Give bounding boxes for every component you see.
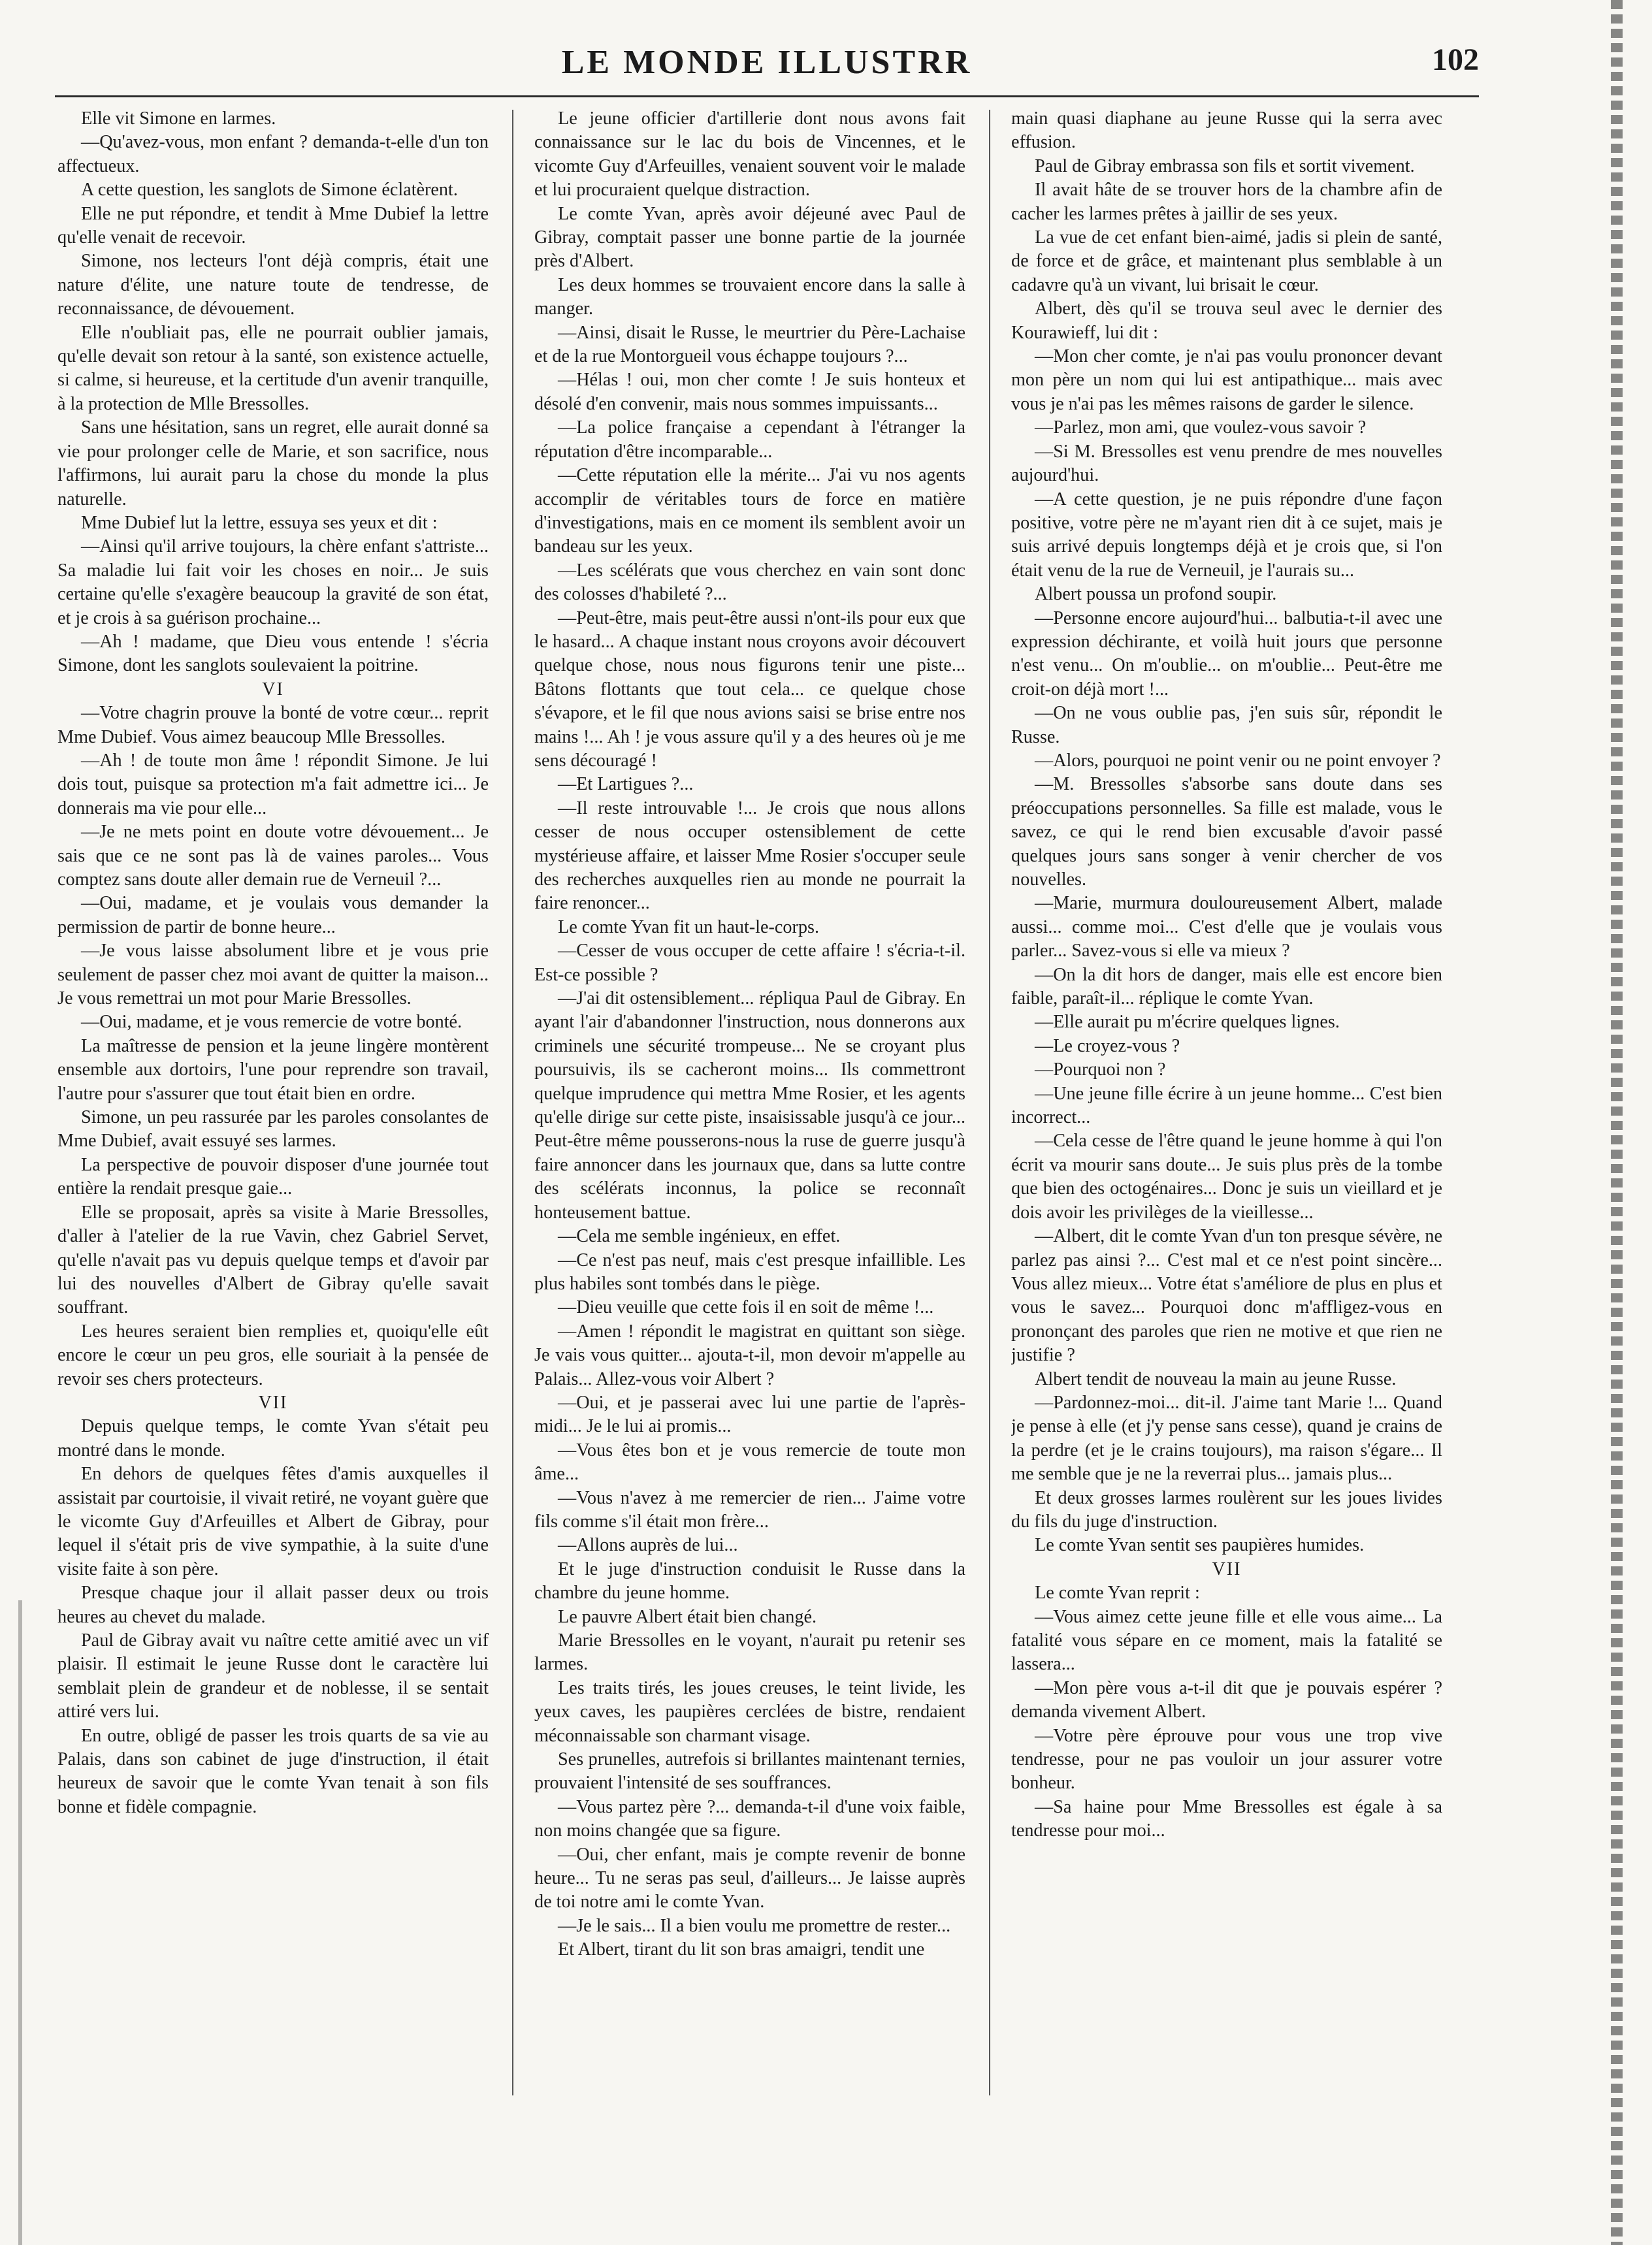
paragraph: —Votre père éprouve pour vous une trop vive tendresse, pour ne pas vouloir un jour assurer votre bonheur. [1011, 1725, 1442, 1794]
paragraph: Elle ne put répondre, et tendit à Mme Dubief la lettre qu'elle venait de recevoir. [57, 203, 489, 248]
page-number: 102 [1432, 42, 1479, 77]
section-heading-vi: VI [262, 679, 284, 700]
paragraph: Le comte Yvan sentit ses paupières humides. [1035, 1535, 1365, 1556]
paragraph: Il avait hâte de se trouver hors de la chambre afin de cacher les larmes prêtes à jaillir de ses yeux. [1011, 180, 1442, 224]
paragraph: Elle n'oubliait pas, elle ne pourrait oublier jamais, qu'elle devait son retour à la santé, son existence actuelle, si calme, si heureuse, et la certitude d'un avenir tranquille, à la protection de Mlle Bressolles. [57, 322, 489, 414]
paragraph: Depuis quelque temps, le comte Yvan s'était peu montré dans le monde. [57, 1416, 489, 1461]
paragraph: Les heures seraient bien remplies et, quoiqu'elle eût encore le cœur un peu gros, elle souriait à la pensée de revoir ses chers protecteurs. [57, 1321, 489, 1389]
paragraph: —Une jeune fille écrire à un jeune homme... C'est bien incorrect... [1011, 1083, 1442, 1128]
paragraph: Les traits tirés, les joues creuses, le teint livide, les yeux caves, les paupières cerclées de bistre, rendaient méconnaissable son charmant visage. [534, 1677, 965, 1746]
paragraph: —Les scélérats que vous cherchez en vain sont donc des colosses d'habileté ?... [534, 560, 965, 605]
paragraph: —On ne vous oublie pas, j'en suis sûr, répondit le Russe. [1011, 703, 1442, 747]
paragraph: Paul de Gibray avait vu naître cette amitié avec un vif plaisir. Il estimait le jeune Russe dont le caractère lui semblait plein de grandeur et de noblesse, il se sentait attiré vers lui. [57, 1630, 489, 1722]
paragraph: —Ainsi, disait le Russe, le meurtrier du Père-Lachaise et de la rue Montorgueil vous échappe toujours ?... [534, 322, 965, 367]
paragraph: —Le croyez-vous ? [1035, 1035, 1180, 1056]
paragraph: —Pardonnez-moi... dit-il. J'aime tant Marie !... Quand je pense à elle (et j'y pense sans cesse), quand je crains de la perdre (et je le crains toujours), ma raison s'égare... Il me semble que je ne la reverrai plus... jamais plus... [1011, 1392, 1442, 1485]
paragraph: —Alors, pourquoi ne point venir ou ne point envoyer ? [1035, 750, 1441, 771]
paragraph: Simone, un peu rassurée par les paroles consolantes de Mme Dubief, avait essuyé ses larmes. [57, 1107, 489, 1152]
page-edge-perforation [1611, 0, 1623, 2245]
paragraph: Les deux hommes se trouvaient encore dans la salle à manger. [534, 274, 965, 319]
paragraph: —Je vous laisse absolument libre et je vous prie seulement de passer chez moi avant de quitter la maison... Je vous remettrai un mot pour Marie Bressolles. [57, 941, 489, 1009]
paragraph: —Mon cher comte, je n'ai pas voulu prononcer devant mon père un nom qui lui est antipathique... mais avec vous je n'ai pas les mêmes raisons de garder le silence. [1011, 346, 1442, 414]
column-3 [1011, 107, 1442, 2106]
paragraph: Sans une hésitation, sans un regret, elle aurait donné sa vie pour prolonger celle de Marie, et son sacrifice, nous l'affirmons, lui aurait paru la chose du monde la plus naturelle. [57, 417, 489, 509]
column-2 [534, 107, 965, 2106]
column-rule [512, 110, 513, 2095]
masthead: LE MONDE ILLUSTRR [561, 44, 973, 81]
paragraph: Paul de Gibray embrassa son fils et sortit vivement. [1035, 155, 1415, 176]
paragraph: —Qu'avez-vous, mon enfant ? demanda-t-elle d'un ton affectueux. [57, 132, 489, 176]
column-2-part-a [534, 107, 965, 1962]
paragraph: —Vous aimez cette jeune fille et elle vous aime... La fatalité vous sépare en ce moment, mais la fatalité se lassera... [1011, 1606, 1442, 1675]
paragraph: —Albert, dit le comte Yvan d'un ton presque sévère, ne parlez pas ainsi ?... C'est mal et ce n'est point sincère... Vous allez mieux... Votre état s'améliore de plus en plus et vous le savez... Pourquoi donc m'affligez-vous en prononçant des paroles que rien ne motive et que rien ne justifie ? [1011, 1226, 1442, 1366]
paragraph-continued: main quasi diaphane au jeune Russe qui la serra avec effusion. [1011, 108, 1442, 153]
paragraph: Albert poussa un profond soupir. [1035, 584, 1277, 605]
paragraph: —Cela me semble ingénieux, en effet. [558, 1226, 841, 1247]
paragraph: —Vous n'avez à me remercier de rien... J'aime votre fils comme s'il était mon frère... [534, 1487, 965, 1532]
paragraph: —Peut-être, mais peut-être aussi n'ont-ils pour eux que le hasard... A chaque instant nous croyons avoir découvert quelque chose, nous nous figurons tenir une piste... Bâtons flottants que tout cela... ce quelque chose s'évapore, et le fil que nous avions saisi se brise entre nos mains !... Ah ! je vous assure qu'il y a des heures où je me sens découragé ! [534, 607, 965, 771]
paragraph: —Elle aurait pu m'écrire quelques lignes. [1035, 1012, 1340, 1033]
paragraph: —Oui, madame, et je vous remercie de votre bonté. [81, 1012, 462, 1033]
column-1-part-b [57, 702, 489, 1391]
column-1-part-a [57, 107, 489, 678]
paragraph: —On la dit hors de danger, mais elle est encore bien faible, paraît-il... réplique le comte Yvan. [1011, 964, 1442, 1009]
paragraph: —Ce n'est pas neuf, mais c'est presque infaillible. Les plus habiles sont tombés dans le piège. [534, 1250, 965, 1294]
paragraph: Albert, dès qu'il se trouva seul avec le dernier des Kourawieff, lui dit : [1011, 299, 1442, 343]
section-heading-vii-second: VII [1212, 1559, 1242, 1579]
paragraph: Mme Dubief lut la lettre, essuya ses yeux et dit : [81, 512, 438, 533]
paragraph: —Marie, murmura douloureusement Albert, malade aussi... comme moi... C'est d'elle que je voulais vous parler... Savez-vous si elle va mieux ? [1011, 893, 1442, 961]
paragraph: —Sa haine pour Mme Bressolles est égale à sa tendresse pour moi... [1011, 1796, 1442, 1841]
page-header [55, 38, 1479, 97]
paragraph: La vue de cet enfant bien-aimé, jadis si plein de santé, de force et de grâce, et maintenant plus semblable à un cadavre qu'à un vivant, lui brisait le cœur. [1011, 227, 1442, 295]
column-3-part-a [1011, 155, 1442, 1558]
paragraph: —Personne encore aujourd'hui... balbutia-t-il avec une expression déchirante, et voilà huit jours que personne n'est venu... On m'oublie... on m'oublie... Peut-être me croit-on déjà mort !... [1011, 607, 1442, 700]
paragraph: —La police française a cependant à l'étranger la réputation d'être incomparable... [534, 417, 965, 462]
paragraph: —A cette question, je ne puis répondre d'une façon positive, votre père ne m'ayant rien dit à ce sujet, mais je suis arrivé depuis longtemps déjà et je crois que, si l'on était venu de la rue de Verneuil, je l'aurais su... [1011, 489, 1442, 581]
paragraph: —Hélas ! oui, mon cher comte ! Je suis honteux et désolé d'en convenir, mais nous sommes impuissants... [534, 370, 965, 414]
paragraph: —Allons auprès de lui... [558, 1535, 738, 1556]
paragraph: —Pourquoi non ? [1035, 1059, 1166, 1080]
paragraph: —Et Lartigues ?... [558, 774, 694, 795]
paragraph: Simone, nos lecteurs l'ont déjà compris, était une nature d'élite, une nature toute de tendresse, de reconnaissance, de dévouement. [57, 251, 489, 319]
paragraph: Le comte Yvan, après avoir déjeuné avec Paul de Gibray, comptait passer une bonne partie de la journée près d'Albert. [534, 203, 965, 272]
paragraph: —Mon père vous a-t-il dit que je pouvais espérer ? demanda vivement Albert. [1011, 1677, 1442, 1722]
section-heading-vii: VII [258, 1392, 288, 1413]
paragraph: —Je le sais... Il a bien voulu me promettre de rester... [558, 1915, 951, 1936]
paragraph: La perspective de pouvoir disposer d'une journée tout entière la rendait presque gaie... [57, 1154, 489, 1199]
paragraph: —Oui, cher enfant, mais je compte revenir de bonne heure... Tu ne seras pas seul, d'ailleurs... Je laisse auprès de toi notre ami le comte Yvan. [534, 1844, 965, 1913]
paragraph: —Parlez, mon ami, que voulez-vous savoir ? [1035, 417, 1367, 438]
paragraph: Le comte Yvan reprit : [1035, 1583, 1200, 1604]
column-3-part-b [1011, 1581, 1442, 1843]
paragraph: En outre, obligé de passer les trois quarts de sa vie au Palais, dans son cabinet de juge d'instruction, il était heureux de savoir que le comte Yvan tenait à son fils bonne et fidèle compagnie. [57, 1725, 489, 1817]
column-1-part-c [57, 1415, 489, 1819]
paragraph: Et le juge d'instruction conduisit le Russe dans la chambre du jeune homme. [534, 1559, 965, 1604]
paragraph: —Ah ! de toute mon âme ! répondit Simone. Je lui dois tout, puisque sa protection m'a fait admettre ici... Je donnerais ma vie pour elle... [57, 750, 489, 818]
binding-shadow [18, 1600, 22, 2245]
column-rule [989, 110, 990, 2095]
column-1 [57, 107, 489, 2106]
paragraph: —Vous êtes bon et je vous remercie de toute mon âme... [534, 1440, 965, 1485]
paragraph: —J'ai dit ostensiblement... répliqua Paul de Gibray. En ayant l'air d'abandonner l'instruction, nous donnerons aux criminels une sécurité trompeuse... Ne se croyant plus poursuivis, ils se cacheront moins... Ils commettront quelque imprudence qui mettra Mme Rosier, et les agents qu'elle dirige sur cette piste, insaisissable jusqu'à ce jour... Peut-être même pousserons-nous la ruse de guerre jusqu'à faire annoncer dans les journaux que, dans sa lutte contre des scélérats inconnus, la police se reconnaît honteusement battue. [534, 988, 965, 1223]
paragraph: Le pauvre Albert était bien changé. [558, 1606, 817, 1627]
paragraph: —Amen ! répondit le magistrat en quittant son siège. Je vais vous quitter... ajouta-t-il, mon devoir m'appelle au Palais... Allez-vous voir Albert ? [534, 1321, 965, 1389]
paragraph: Elle vit Simone en larmes. [81, 108, 276, 129]
paragraph: —M. Bressolles s'absorbe sans doute dans ses préoccupations personnelles. Sa fille est malade, vous le savez, ce qui le rend bien excusable d'avoir passé quelques jours sans songer à venir chercher de vos nouvelles. [1011, 774, 1442, 890]
paragraph: —Ainsi qu'il arrive toujours, la chère enfant s'attriste... Sa maladie lui fait voir les choses en noir... Je suis certaine qu'elle s'exagère beaucoup la gravité de son état, et je crois à sa guérison prochaine... [57, 536, 489, 628]
paragraph: —Ah ! madame, que Dieu vous entende ! s'écria Simone, dont les sanglots soulevaient la poitrine. [57, 631, 489, 676]
paragraph: —Si M. Bressolles est venu prendre de mes nouvelles aujourd'hui. [1011, 441, 1442, 486]
paragraph: —Cela cesse de l'être quand le jeune homme à qui l'on écrit va mourir sans doute... Je suis plus près de la tombe que bien des octogénaires... Donc je suis un vieillard et je dois avoir les privilèges de la vieillesse... [1011, 1131, 1442, 1223]
paragraph: —Votre chagrin prouve la bonté de votre cœur... reprit Mme Dubief. Vous aimez beaucoup Mlle Bressolles. [57, 703, 489, 747]
paragraph: En dehors de quelques fêtes d'amis auxquelles il assistait par courtoisie, il vivait retiré, ne voyant guère que le vicomte Guy d'Arfeuilles et Albert de Gibray, pour lequel il s'était pris de vive sympathie, à la suite d'une visite faite à son père. [57, 1464, 489, 1579]
paragraph: —Oui, madame, et je voulais vous demander la permission de partir de bonne heure... [57, 893, 489, 937]
paragraph: Presque chaque jour il allait passer deux ou trois heures au chevet du malade. [57, 1583, 489, 1627]
paragraph: —Il reste introuvable !... Je crois que nous allons cesser de nous occuper ostensiblement de cette mystérieuse affaire, et laisser Mme Rosier s'occuper seule des recherches auxquelles rien au monde ne pourrait la faire renoncer... [534, 798, 965, 914]
paragraph: La maîtresse de pension et la jeune lingère montèrent ensemble aux dortoirs, l'une pour reprendre son travail, l'autre pour s'assurer que tout était bien en ordre. [57, 1035, 489, 1104]
paragraph: Albert tendit de nouveau la main au jeune Russe. [1035, 1368, 1397, 1389]
paragraph: Le comte Yvan fit un haut-le-corps. [558, 916, 820, 937]
paragraph: Marie Bressolles en le voyant, n'aurait pu retenir ses larmes. [534, 1630, 965, 1675]
paragraph: —Je ne mets point en doute votre dévouement... Je sais que ce ne sont pas là de vaines paroles... Vous comptez sans doute aller demain rue de Verneuil ?... [57, 822, 489, 890]
paragraph: Et deux grosses larmes roulèrent sur les joues livides du fils du juge d'instruction. [1011, 1487, 1442, 1532]
paragraph: A cette question, les sanglots de Simone éclatèrent. [81, 180, 458, 201]
paragraph: —Oui, et je passerai avec lui une partie de l'après-midi... Je le lui ai promis... [534, 1392, 965, 1437]
paragraph: Le jeune officier d'artillerie dont nous avons fait connaissance sur le lac du bois de Vincennes, et le vicomte Guy d'Arfeuilles, venaient souvent voir le malade et lui procuraient quelque distraction. [534, 108, 965, 201]
paragraph: Et Albert, tirant du lit son bras amaigri, tendit une [558, 1939, 925, 1960]
paragraph: Elle se proposait, après sa visite à Marie Bressolles, d'aller à l'atelier de la rue Vavin, chez Gabriel Servet, qu'elle n'avait pas vu depuis quelque temps et d'avoir par lui des nouvelles d'Albert de Gibray qu'elle savait souffrant. [57, 1202, 489, 1318]
paragraph: —Cette réputation elle la mérite... J'ai vu nos agents accomplir de véritables tours de force en matière d'investigations, mais en ce moment ils semblent avoir un bandeau sur les yeux. [534, 465, 965, 557]
paragraph: Ses prunelles, autrefois si brillantes maintenant ternies, prouvaient l'intensité de ses souffrances. [534, 1749, 965, 1794]
paragraph: —Vous partez père ?... demanda-t-il d'une voix faible, non moins changée que sa figure. [534, 1796, 965, 1841]
paragraph: —Dieu veuille que cette fois il en soit de même !... [558, 1297, 934, 1318]
paragraph: —Cesser de vous occuper de cette affaire ! s'écria-t-il. Est-ce possible ? [534, 941, 965, 985]
